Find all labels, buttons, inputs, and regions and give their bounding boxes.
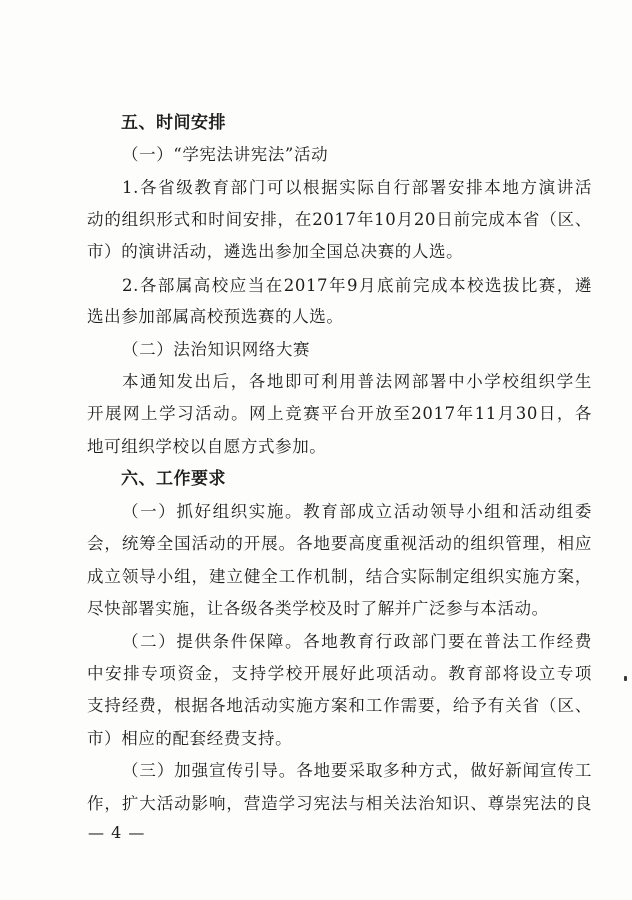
paragraph-line: 2.各部属高校应当在2017年9月底前完成本校选拔比赛，遴 xyxy=(122,276,592,295)
scan-speck xyxy=(624,676,627,681)
paragraph-line: （一）抓好组织实施。教育部成立活动领导小组和活动组委 xyxy=(122,502,592,521)
subheading-law-contest: （二）法治知识网络大赛 xyxy=(122,340,311,359)
paragraph-line: 市）相应的配套经费支持。 xyxy=(87,729,293,748)
paragraph-line: 作，扩大活动影响，营造学习宪法与相关法治知识、尊崇宪法的良 xyxy=(87,794,592,813)
paragraph-line: （二）提供条件保障。各地教育行政部门要在普法工作经费 xyxy=(122,632,592,651)
paragraph-line: 会，统筹全国活动的开展。各地要高度重视活动的组织管理，相应 xyxy=(87,534,592,553)
section-heading-requirements: 六、工作要求 xyxy=(121,469,226,489)
paragraph-line: 开展网上学习活动。网上竞赛平台开放至2017年11月30日，各 xyxy=(87,404,592,423)
paragraph-line: 本通知发出后，各地即可利用普法网部署中小学校组织学生 xyxy=(122,372,592,391)
paragraph-line: （三）加强宣传引导。各地要采取多种方式，做好新闻宣传工 xyxy=(122,761,592,780)
paragraph-line: 市）的演讲活动，遴选出参加全国总决赛的人选。 xyxy=(87,242,464,261)
paragraph-line: 成立领导小组，建立健全工作机制，结合实际制定组织实施方案， xyxy=(87,567,592,586)
section-heading-schedule: 五、时间安排 xyxy=(121,113,226,133)
paragraph-line: 支持经费，根据各地活动实施方案和工作需要，给予有关省（区、 xyxy=(87,696,592,715)
paragraph-line: 尽快部署实施，让各级各类学校及时了解并广泛参与本活动。 xyxy=(87,599,549,618)
subheading-constitution-activity: （一）“学宪法讲宪法”活动 xyxy=(122,145,329,164)
paragraph-line: 中安排专项资金，支持学校开展好此项活动。教育部将设立专项 xyxy=(87,664,592,683)
paragraph-line: 动的组织形式和时间安排，在2017年10月20日前完成本省（区、 xyxy=(87,210,592,229)
page-number: — 4 — xyxy=(88,823,146,842)
paragraph-line: 地可组织学校以自愿方式参加。 xyxy=(87,437,327,456)
paragraph-line: 1.各省级教育部门可以根据实际自行部署安排本地方演讲活 xyxy=(122,178,592,197)
paragraph-line: 选出参加部属高校预选赛的人选。 xyxy=(87,307,344,326)
